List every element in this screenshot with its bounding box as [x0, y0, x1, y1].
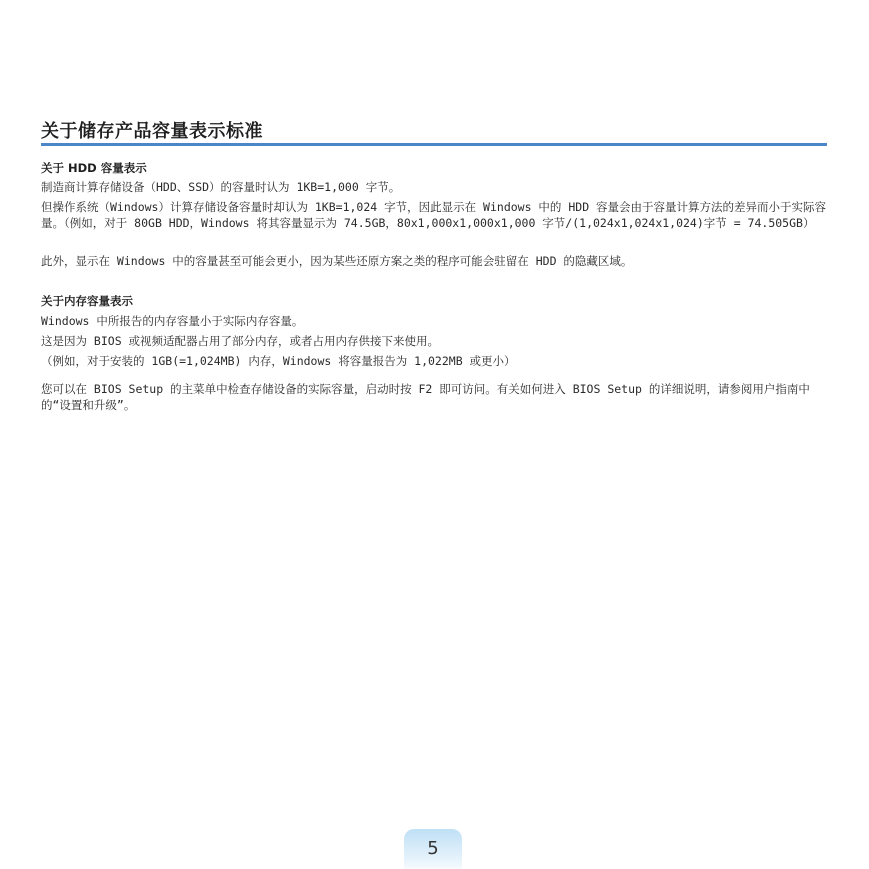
section-heading-hdd: 关于 HDD 容量表示 [41, 161, 147, 175]
memory-paragraph-4: 您可以在 BIOS Setup 的主菜单中检查存储设备的实际容量，启动时按 F2 即可访问。有关如何进入 BIOS Setup 的详细说明，请参阅用户指南中的“设置和升级”。 [41, 382, 810, 412]
hdd-paragraph-2: 但操作系统（Windows）计算存储设备容量时却认为 1KB=1,024 字节，因此显示在 Windows 中的 HDD 容量会由于容量计算方法的差异而小于实际容量。（例如，对于 80GB HDD，Windows 将其容量显示为 74.5GB，80x1,000x1,000x1,000 字节/(1,024x1,024x1,024)字节 = 74.505GB） [41, 200, 827, 230]
hdd-paragraph-3: 此外，显示在 Windows 中的容量甚至可能会更小，因为某些还原方案之类的程序可能会驻留在 HDD 的隐藏区域。 [41, 254, 633, 268]
page-number: 5 [427, 838, 439, 859]
memory-paragraph-1: Windows 中所报告的内存容量小于实际内存容量。 [41, 314, 304, 328]
memory-paragraph-2: 这是因为 BIOS 或视频适配器占用了部分内存，或者占用内存供接下来使用。 [41, 334, 440, 348]
memory-paragraph-3: （例如，对于安装的 1GB(=1,024MB) 内存，Windows 将容量报告为 1,022MB 或更小） [41, 354, 516, 368]
hdd-paragraph-1: 制造商计算存储设备（HDD、SSD）的容量时认为 1KB=1,000 字节。 [41, 180, 401, 194]
section-heading-memory: 关于内存容量表示 [41, 294, 133, 308]
page-title: 关于储存产品容量表示标准 [41, 121, 263, 142]
page-number-tab [404, 829, 462, 869]
title-rule [41, 143, 827, 146]
